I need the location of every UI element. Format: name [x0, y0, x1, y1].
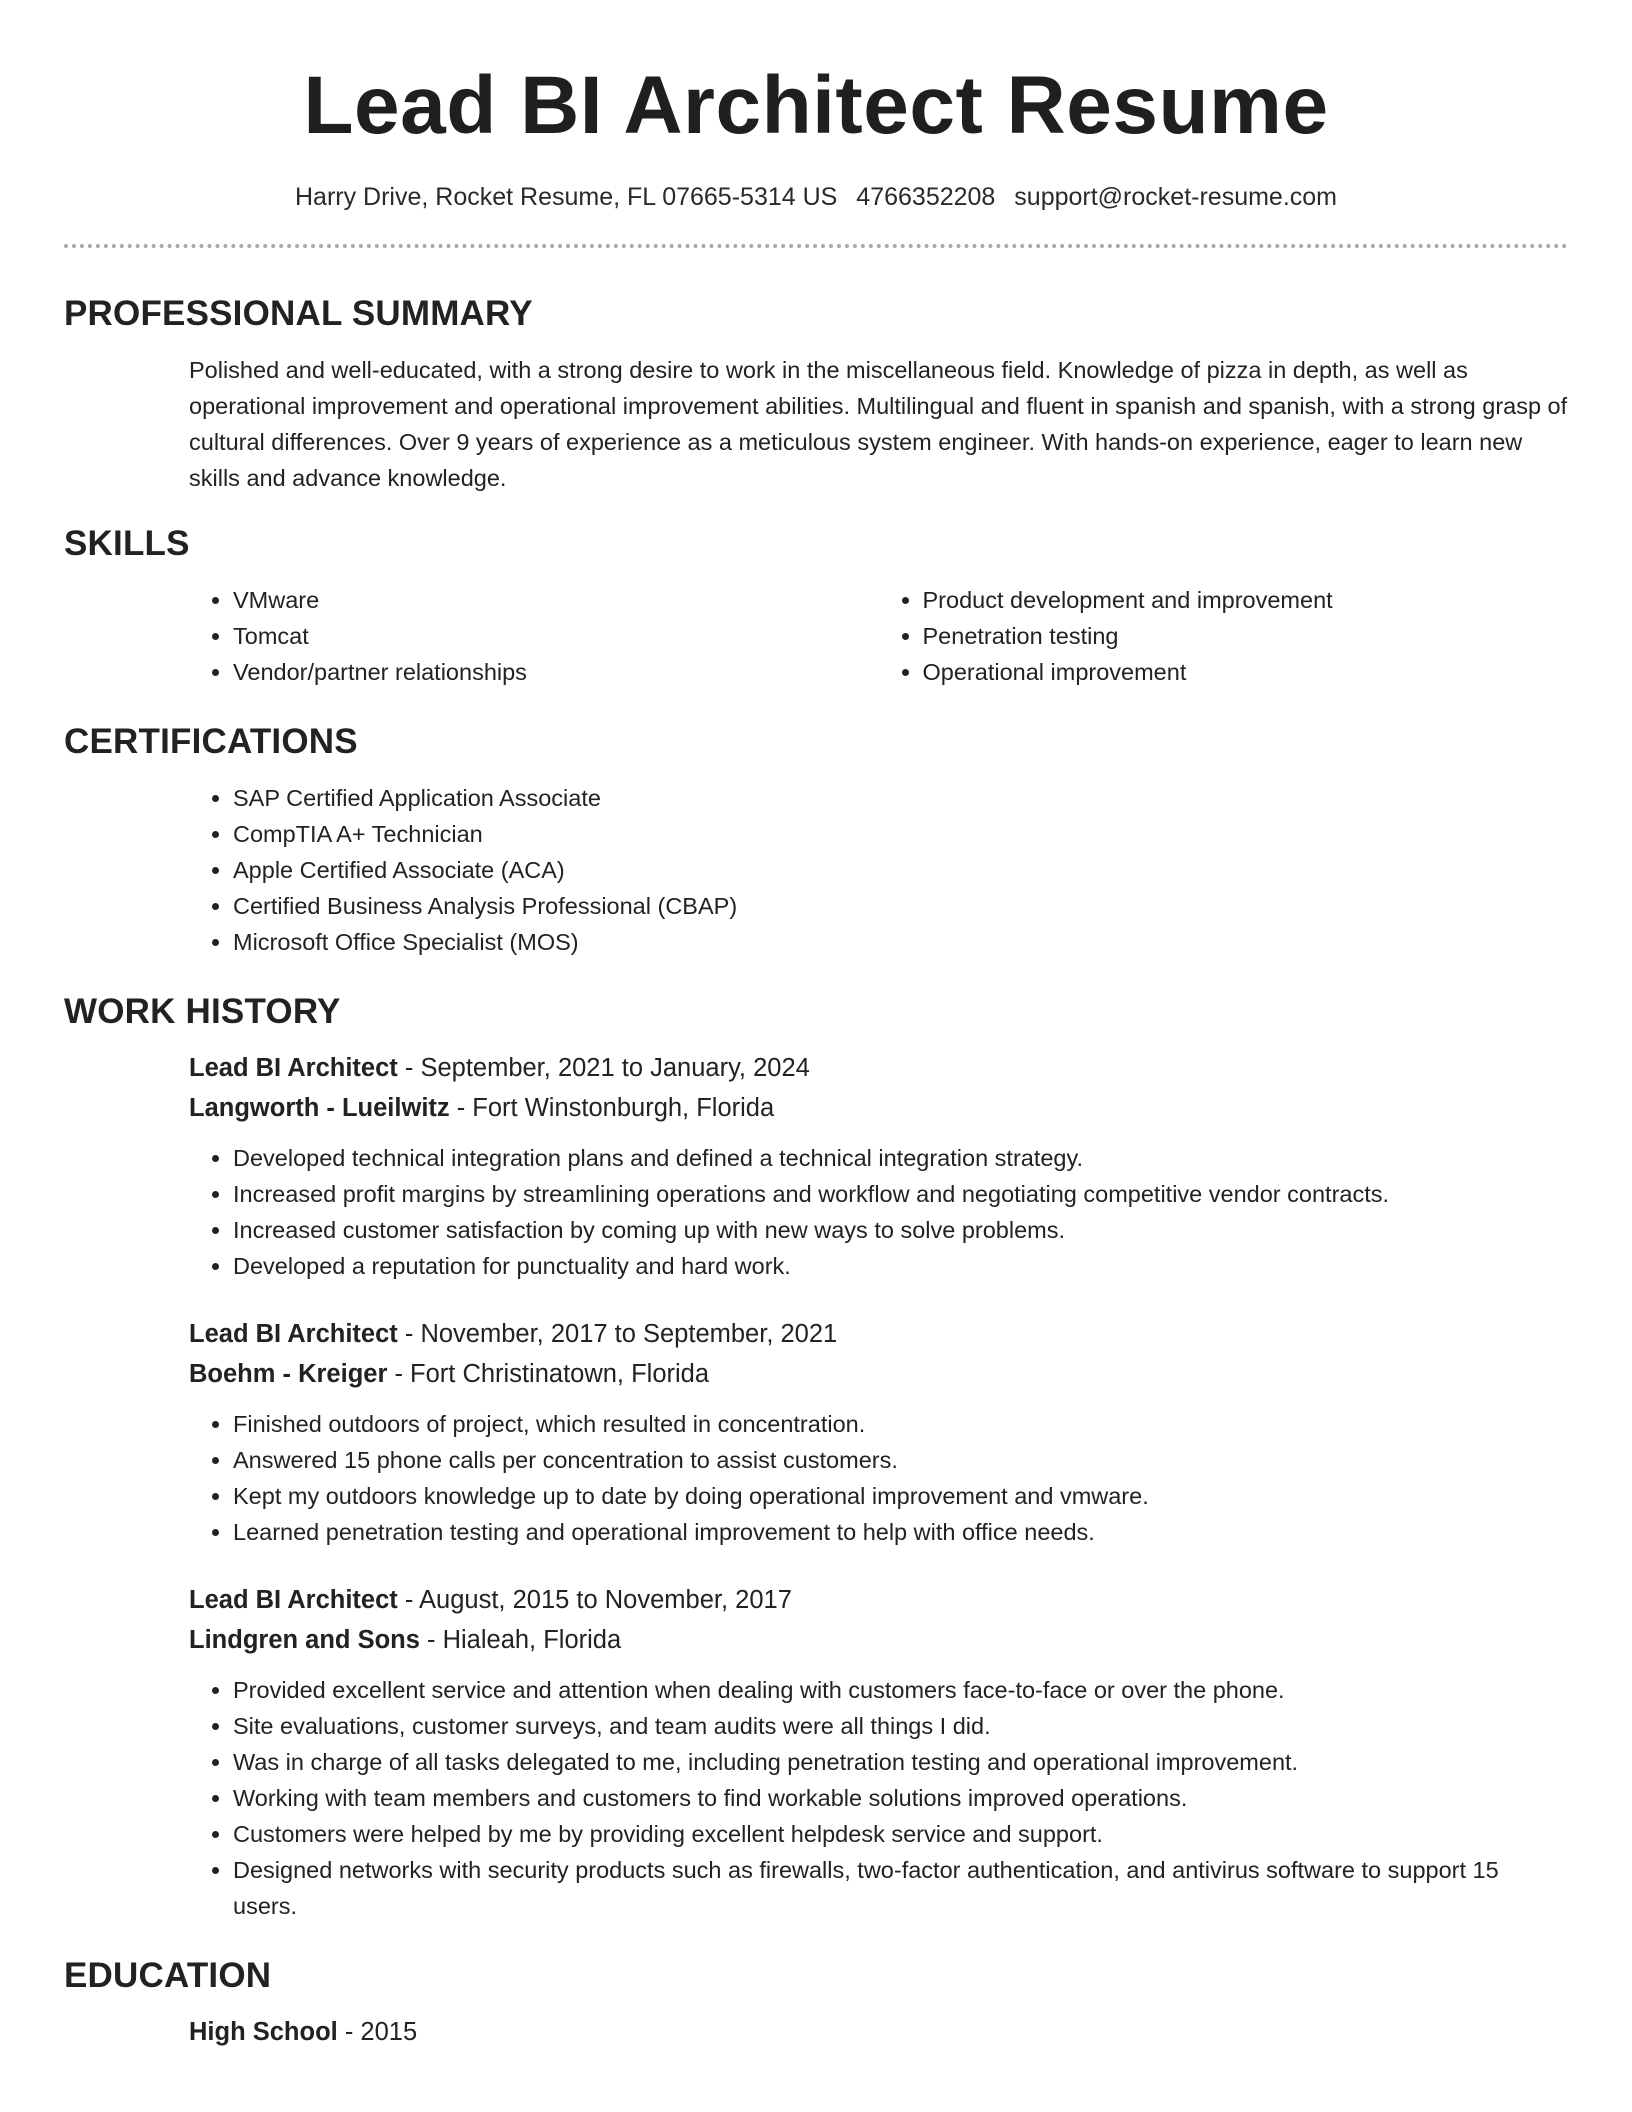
- certifications-section: [64, 720, 1568, 960]
- job-entry: [189, 1314, 1568, 1550]
- certification-item: • Certified Business Analysis Professional (CBAP): [233, 888, 1568, 924]
- education-heading: EDUCATION: [64, 1956, 272, 1995]
- job-company: Boehm - Kreiger: [189, 1360, 388, 1388]
- skills-section: [64, 522, 1568, 690]
- job-location: - Hialeah, Florida: [419, 1626, 622, 1654]
- certification-item: • Microsoft Office Specialist (MOS): [233, 924, 1568, 960]
- job-role: Lead BI Architect: [189, 1054, 398, 1082]
- job-bullets: [189, 1672, 1568, 1924]
- education-degree: High School: [189, 2018, 338, 2046]
- job-bullet: • Provided excellent service and attention when dealing with customers face-to-face or over the phone.: [233, 1672, 1568, 1708]
- certifications-heading: CERTIFICATIONS: [64, 722, 358, 761]
- contact-address: Harry Drive, Rocket Resume, FL 07665-5314 US: [294, 183, 838, 211]
- work-history-heading: WORK HISTORY: [64, 992, 341, 1031]
- certification-item: • SAP Certified Application Associate: [233, 780, 1568, 816]
- job-bullet: • Developed technical integration plans and defined a technical integration strategy.: [233, 1140, 1568, 1176]
- job-title-line: [189, 1314, 1568, 1354]
- certifications-list: [189, 780, 1568, 960]
- contact-phone: 4766352208: [856, 183, 996, 211]
- resume-title: Lead BI Architect Resume: [303, 60, 1329, 151]
- skills-heading: SKILLS: [64, 524, 190, 563]
- job-bullet: • Designed networks with security products such as firewalls, two-factor authentication, and antivirus software to support 15 users.: [233, 1852, 1568, 1924]
- job-title-line: [189, 1580, 1568, 1620]
- skill-item: • Vendor/partner relationships: [233, 654, 879, 690]
- job-company: Langworth - Lueilwitz: [189, 1094, 450, 1122]
- job-role: Lead BI Architect: [189, 1586, 398, 1614]
- job-location: - Fort Winstonburgh, Florida: [449, 1094, 775, 1122]
- summary-section: [64, 292, 1568, 496]
- job-bullet: • Was in charge of all tasks delegated to me, including penetration testing and operational improvement.: [233, 1744, 1568, 1780]
- job-bullet: • Learned penetration testing and operational improvement to help with office needs.: [233, 1514, 1568, 1550]
- education-line: [189, 2012, 1568, 2052]
- job-entry: [189, 1580, 1568, 1924]
- job-bullet: • Increased customer satisfaction by coming up with new ways to solve problems.: [233, 1212, 1568, 1248]
- job-bullet: • Answered 15 phone calls per concentration to assist customers.: [233, 1442, 1568, 1478]
- job-bullets: [189, 1140, 1568, 1284]
- job-bullet: • Kept my outdoors knowledge up to date by doing operational improvement and vmware.: [233, 1478, 1568, 1514]
- job-dates: - November, 2017 to September, 2021: [397, 1320, 838, 1348]
- job-bullet: • Increased profit margins by streamlining operations and workflow and negotiating competitive vendor contracts.: [233, 1176, 1568, 1212]
- job-bullet: • Finished outdoors of project, which resulted in concentration.: [233, 1406, 1568, 1442]
- job-bullet: • Developed a reputation for punctuality and hard work.: [233, 1248, 1568, 1284]
- education-year: - 2015: [337, 2018, 418, 2046]
- job-location: - Fort Christinatown, Florida: [387, 1360, 710, 1388]
- contact-email: support@rocket-resume.com: [1014, 183, 1338, 211]
- job-company: Lindgren and Sons: [189, 1626, 420, 1654]
- certification-item: • Apple Certified Associate (ACA): [233, 852, 1568, 888]
- job-company-line: [189, 1088, 1568, 1128]
- skill-item: • Penetration testing: [923, 618, 1569, 654]
- job-company-line: [189, 1620, 1568, 1660]
- job-entry: [189, 1048, 1568, 1284]
- work-history-section: [64, 990, 1568, 1924]
- job-bullet: • Customers were helped by me by providing excellent helpdesk service and support.: [233, 1816, 1568, 1852]
- skill-item: • Operational improvement: [923, 654, 1569, 690]
- header-divider: [64, 244, 1568, 248]
- skills-list-right: [879, 582, 1569, 690]
- education-section: [64, 1954, 1568, 2052]
- job-bullet: • Site evaluations, customer surveys, and team audits were all things I did.: [233, 1708, 1568, 1744]
- skills-list-left: [189, 582, 879, 690]
- job-company-line: [189, 1354, 1568, 1394]
- contact-line: [64, 180, 1568, 214]
- certification-item: • CompTIA A+ Technician: [233, 816, 1568, 852]
- job-bullets: [189, 1406, 1568, 1550]
- job-title-line: [189, 1048, 1568, 1088]
- skill-item: • Tomcat: [233, 618, 879, 654]
- summary-text: Polished and well-educated, with a strong desire to work in the miscellaneous field. Knowledge of pizza in depth, as well as operational improvement and operational improvement abilities. Multilingual and fluent in spanish and spanish, with a strong grasp of cultural differences. Over 9 years of experience as a meticulous system engineer. With hands-on experience, eager to learn new skills and advance knowledge.: [189, 357, 1568, 491]
- job-dates: - September, 2021 to January, 2024: [397, 1054, 810, 1082]
- job-bullet: • Working with team members and customers to find workable solutions improved operations.: [233, 1780, 1568, 1816]
- job-role: Lead BI Architect: [189, 1320, 398, 1348]
- skill-item: • VMware: [233, 582, 879, 618]
- summary-heading: PROFESSIONAL SUMMARY: [64, 294, 533, 333]
- skills-grid: [64, 582, 1568, 690]
- skill-item: • Product development and improvement: [923, 582, 1569, 618]
- job-dates: - August, 2015 to November, 2017: [397, 1586, 792, 1614]
